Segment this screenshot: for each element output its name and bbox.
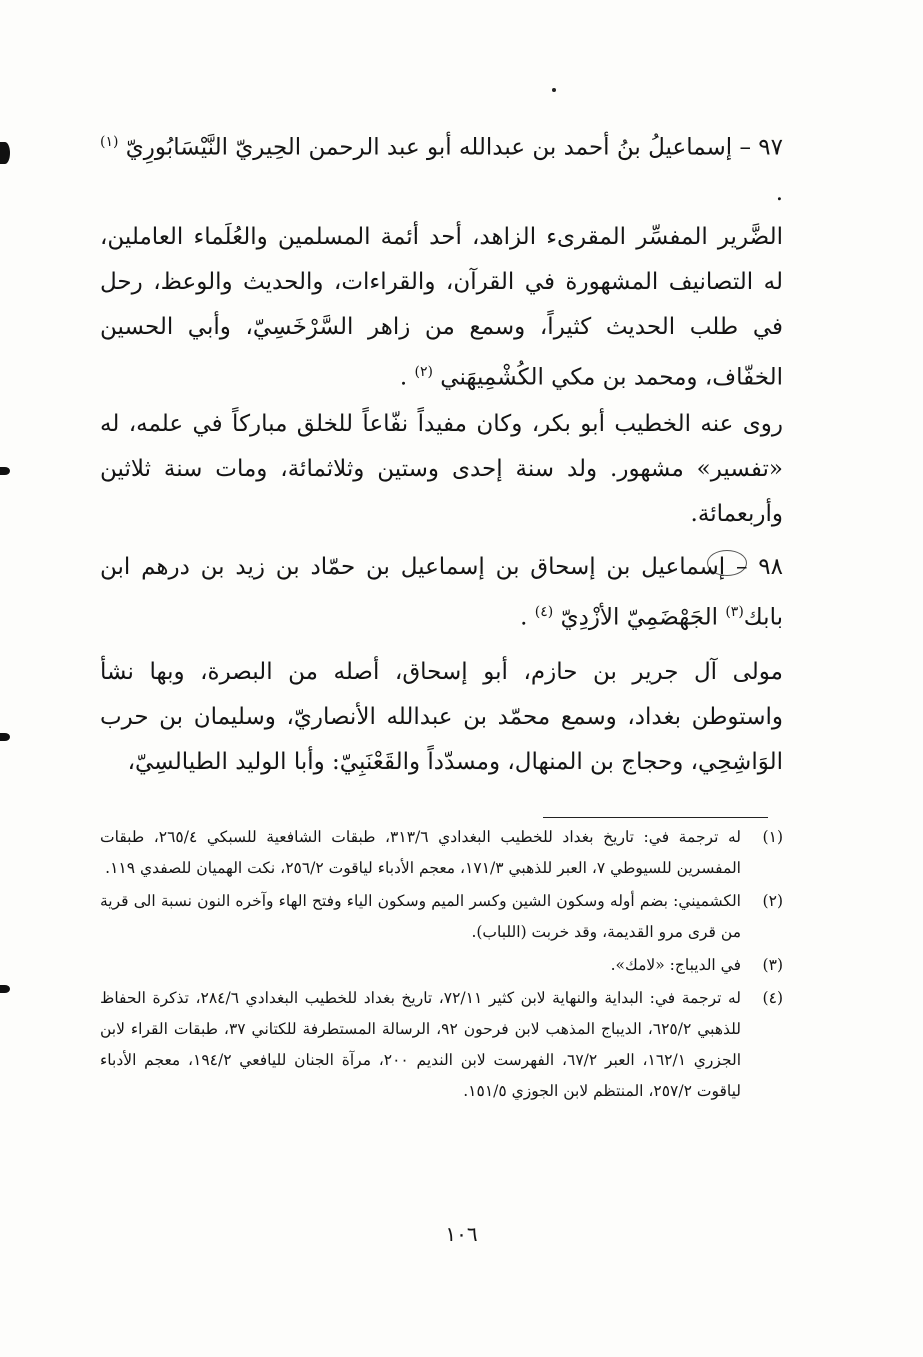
footnote-text: له ترجمة في: تاريخ بغداد للخطيب البغدادي ٣١٣/٦، طبقات الشافعية للسبكي ٢٦٥/٤، طبقات المفسرين للسيوطي ٧، العبر للذهبي ١٧١/٣، معجم الأدباء لياقوت ٢٥٦/٢، نكت الهميان للصفدي ١١٩. bbox=[100, 828, 741, 877]
entry-98-heading: ٩٨ – إسماعيل بن إسحاق بن إسماعيل بن حمّاد بن زيد بن درهم ابن بابك$^{(٣)}$ الجَهْضَمِيّ الأزْدِيّ $^{(٤)}$ . bbox=[100, 554, 783, 631]
footnote-number: (٢) bbox=[762, 892, 783, 910]
footnote-text: الكشميني: بضم أوله وسكون الشين وكسر الميم وسكون الياء وفتح الهاء وآخره النون نسبة الى قرية من قرى مرو القديمة، وقد خربت (اللباب). bbox=[100, 892, 741, 941]
entry-97-paragraph-2-text: روى عنه الخطيب أبو بكر، وكان مفيداً نفّاعاً للخلق مباركاً في علمه، له «تفسير» مشهور. ولد سنة إحدى وستين وثلاثمائة، ومات سنة ثلاثين وأربعمائة. bbox=[100, 411, 783, 527]
footnote-separator bbox=[543, 817, 768, 818]
entry-97-paragraph-1-text: الضَّرير المفسِّر المقرىء الزاهد، أحد أئمة المسلمين والعُلَماء العاملين، له التصانيف المشهورة في القرآن، والقراءات، والحديث والوعظ، رحل في طلب الحديث كثيراً، وسمع من زاهر السَّرْخَسِيّ، وأبي الحسين الخفّاف، ومحمد بن مكي الكُشْمِيهَني bbox=[100, 224, 783, 391]
binding-mark bbox=[0, 985, 10, 993]
footnote-ref: (٤) bbox=[534, 604, 554, 620]
footnote-number: (٣) bbox=[762, 956, 783, 974]
entry-98-heading-text-a: ٩٨ – إسماعيل بن إسحاق بن إسماعيل بن حمّاد بن زيد بن درهم ابن بابك bbox=[100, 554, 783, 631]
footnote-ref: (٣) bbox=[725, 604, 744, 620]
footnote-number: (٤) bbox=[762, 989, 783, 1007]
footnote-text: له ترجمة في: البداية والنهاية لابن كثير ٧٢/١١، تاريخ بغداد للخطيب البغدادي ٢٨٤/٦، تذكرة الحفاظ للذهبي ٦٢٥/٢، الديباج المذهب لابن فرحون ٩٢، الرسالة المستطرفة للكتاني ٣٧، طبقات القراء لابن الجزري ١٦٢/١، العبر ٦٧/٢، الفهرست لابن النديم ٢٠٠، مرآة الجنان لليافعي ١٩٤/٢، معجم الأدباء لياقوت ٢٥٧/٢، المنتظم لابن الجوزي ١٥١/٥. bbox=[100, 989, 741, 1100]
footnote-text: في الديباج: «لامك». bbox=[610, 956, 741, 974]
footnote-ref: (١) bbox=[100, 134, 119, 150]
entry-97-paragraph-2 bbox=[100, 402, 783, 537]
page-number: ١٠٦ bbox=[445, 1222, 478, 1246]
entry-98-paragraph-1-text: مولى آل جرير بن حازم، أبو إسحاق، أصله من البصرة، وبها نشأ واستوطن بغداد، وسمع محمّد بن عبدالله الأنصاريّ، وسليمان بن حرب الوَاشِحِي، وحجاج بن المنهال، ومسدّداً والقَعْنَبِيّ: وأبا الوليد الطيالسِيّ، bbox=[100, 659, 783, 775]
footnote-4 bbox=[100, 983, 783, 1107]
footnote-number: (١) bbox=[762, 828, 783, 846]
binding-mark bbox=[0, 467, 10, 475]
footnotes bbox=[100, 822, 783, 1109]
ink-dot bbox=[552, 88, 556, 92]
footnote-3 bbox=[100, 950, 783, 981]
binding-mark bbox=[0, 733, 10, 741]
entry-97-heading: ٩٧ – إسماعيلُ بنُ أحمد بن عبدالله أبو عبد الرحمن الحِيريّ النَّيْسَابُورِيّ $^{(١)}$ . bbox=[100, 134, 784, 206]
binding-mark bbox=[0, 142, 10, 164]
entry-98-paragraph-1 bbox=[100, 650, 783, 785]
entry-98-heading-text-b: الجَهْضَمِيّ الأزْدِيّ bbox=[560, 604, 719, 631]
footnote-ref: (٢) bbox=[414, 364, 433, 380]
footnote-2 bbox=[100, 886, 783, 948]
entry-97-heading-text: ٩٧ – إسماعيلُ بنُ أحمد بن عبدالله أبو عبد الرحمن الحِيريّ النَّيْسَابُورِيّ bbox=[125, 134, 784, 161]
footnote-1 bbox=[100, 822, 783, 884]
entry-97-paragraph-1: الضَّرير المفسِّر المقرىء الزاهد، أحد أئمة المسلمين والعُلَماء العاملين، له التصانيف المشهورة في القرآن، والقراءات، والحديث والوعظ، رحل في طلب الحديث كثيراً، وسمع من زاهر السَّرْخَسِيّ، وأبي الحسين الخفّاف، ومحمد بن مكي الكُشْمِيهَني $^{(٢)}$ . bbox=[100, 224, 783, 391]
